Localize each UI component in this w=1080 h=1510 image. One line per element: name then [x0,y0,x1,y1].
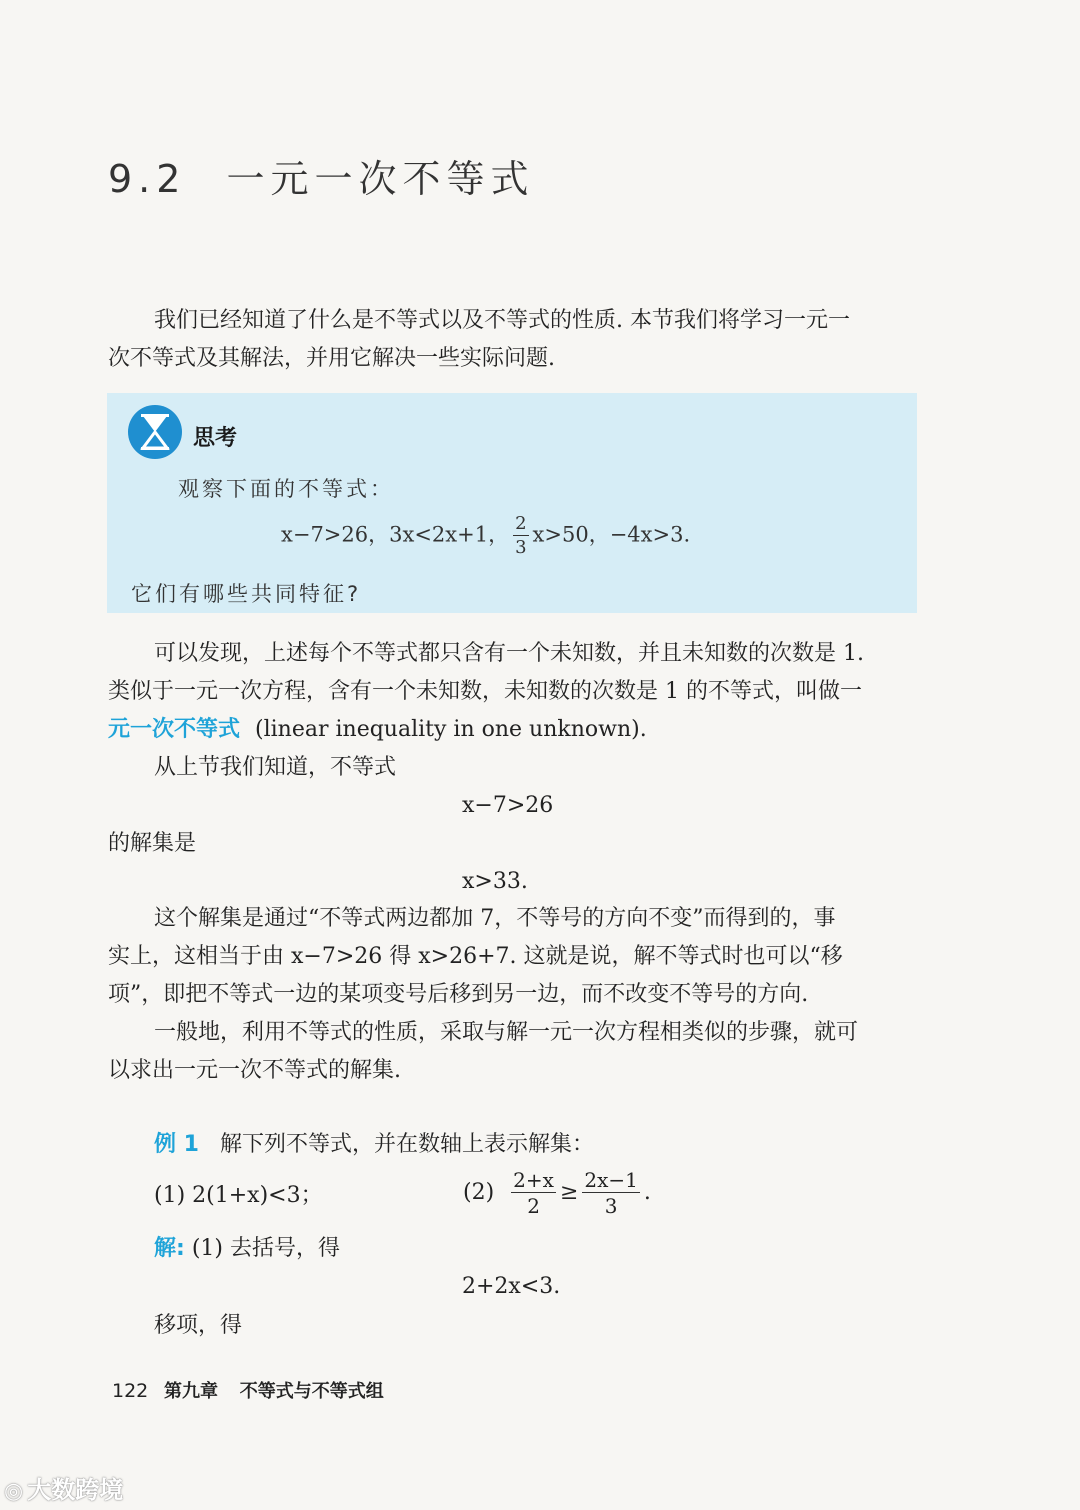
definition-paragraph [108,635,864,787]
body-line: 一般地，利用不等式的性质，采取与解一元一次方程相类似的步骤，就可 [154,1020,859,1045]
fraction-numerator: 2x−1 [584,1168,638,1192]
inequality-group-2: x>50，−4x>3. [532,522,691,547]
intro-line: 我们已经知道了什么是不等式以及不等式的性质. 本节我们将学习一元一 [154,308,850,333]
fraction-numerator: 2+x [513,1168,554,1192]
relation-sign: ≥ [559,1180,579,1205]
item-2-prefix: (2) [463,1180,495,1205]
body-line: 项”，即把不等式一边的某项变号后移到另一边，而不改变不等号的方向. [108,982,809,1007]
solution-step-2: 移项，得 [154,1313,243,1338]
item-2-suffix: . [643,1180,651,1205]
defined-term: 元一次不等式 [108,717,241,742]
think-title: 思考 [193,426,238,451]
intro-line: 次不等式及其解法，并用它解决一些实际问题. [108,346,555,371]
body-line: 可以发现，上述每个不等式都只含有一个未知数，并且未知数的次数是 1. [154,641,864,666]
think-box [107,393,917,613]
section-number: 9.2 [108,157,187,201]
fraction-denominator: 3 [604,1194,618,1218]
example-item-1: (1) 2(1+x)<3； [154,1183,323,1208]
logo-glyph-icon: ◎ [4,1479,24,1504]
definition-line [108,711,864,749]
fraction-denominator: 3 [515,537,527,558]
think-inequalities [281,515,690,557]
solution-step-1: (1) 去括号，得 [191,1236,340,1261]
explanation-paragraph [108,900,858,1090]
example-heading [154,1126,594,1164]
inequality-group-1: x−7>26，3x<2x+1， [281,522,510,547]
think-prompt: 观察下面的不等式： [178,477,394,501]
page-number: 122 [112,1380,149,1402]
example-label: 例 1 [154,1132,199,1157]
logo-text: 大数跨境 [27,1476,124,1504]
body-line: 的解集是 [108,831,197,856]
think-question: 它们有哪些共同特征? [131,582,362,606]
equation-2: x>33. [462,869,528,894]
solution-label: 解: [154,1236,185,1261]
fraction-numerator: 2 [515,513,527,534]
body-line: 类似于一元一次方程，含有一个未知数，未知数的次数是 1 的不等式，叫做一 [108,679,862,704]
section-title: 一元一次不等式 [226,157,535,201]
body-line: 这个解集是通过“不等式两边都加 7，不等号的方向不变”而得到的，事 [154,906,836,931]
page-footer [112,1377,384,1403]
equation-1: x−7>26 [462,793,554,818]
example-item-2 [463,1170,651,1216]
hourglass-icon [128,405,182,459]
section-heading [108,148,535,203]
equation-3: 2+2x<3. [462,1274,561,1299]
chapter-title: 不等式与不等式组 [239,1381,384,1402]
body-line: 实上，这相当于由 x−7>26 得 x>26+7. 这就是说，解不等式时也可以“移 [108,944,843,969]
chapter-label: 第九章 [164,1381,218,1402]
fraction-right [582,1170,640,1216]
fraction-left [511,1170,556,1216]
body-line: 从上节我们知道，不等式 [154,755,397,780]
example-text: 解下列不等式，并在数轴上表示解集： [219,1132,594,1157]
intro-paragraph [108,302,850,378]
source-logo [4,1470,123,1505]
body-line: 以求出一元一次不等式的解集. [108,1058,401,1083]
solution-line [154,1230,340,1268]
fraction-two-thirds [513,515,528,557]
english-term: (linear inequality in one unknown). [255,717,647,742]
fraction-denominator: 2 [527,1194,540,1218]
